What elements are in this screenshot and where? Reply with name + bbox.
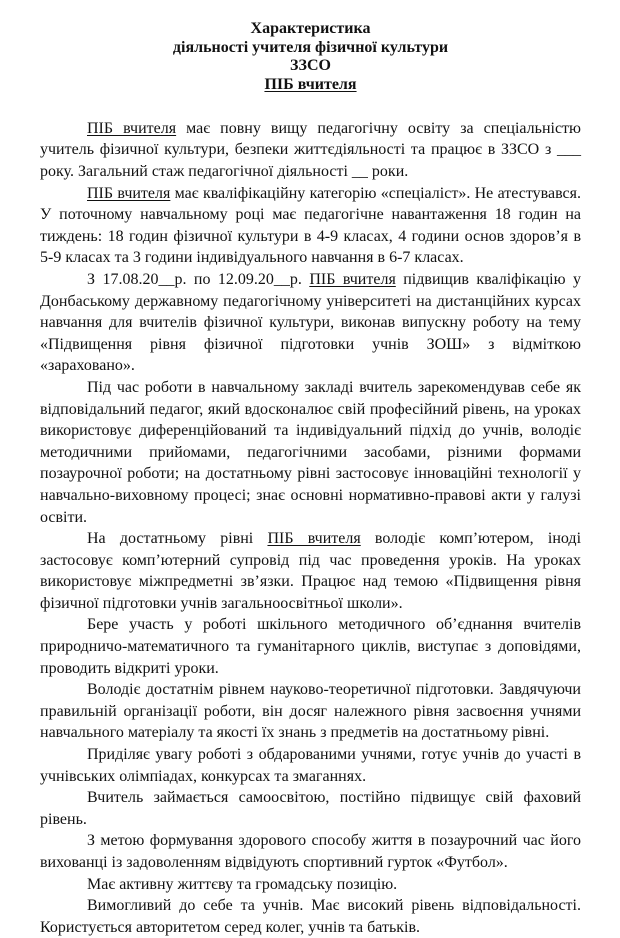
paragraph-category xyxy=(40,183,581,269)
paragraph-text: З метою формування здорового способу життя в позаурочний час його вихованці із задоволенням відвідують спортивний гурток «Футбол». xyxy=(40,832,581,871)
document-page xyxy=(40,20,581,938)
paragraph-text: підвищив кваліфікацію у Донбаському державному педагогічному університеті на дистанційних курсах навчання для вчителів фізичної культури, виконав випускну роботу на тему «Підвищення рівня фізичної підготовки учнів ЗОШ» з відміткою «зараховано». xyxy=(40,270,582,375)
title-teacher-name: ПІБ вчителя xyxy=(264,76,357,94)
paragraph-text: володіє комп’ютером, іноді застосовує комп’ютерний супровід під час проведення уроків. На уроках використовує міжпредметні зв’язки. Працює над темою «Підвищення рівня фізичної підготовки учнів загальноосвітньої школи». xyxy=(40,530,582,612)
paragraph-text: Під час роботи в навчальному закладі вчитель зарекомендував себе як відповідальний педагог, який вдосконалює свій професійний рівень, на уроках використовує диференційований та індивідуальний підхід до учнів, володіє методичними прийомами, педагогічними засобами, різними формами позаурочної роботи; на достатньому рівні застосовує інноваційні технології у навчально-виховному процесі; знає основні нормативно-правові акти у галузі освіти. xyxy=(40,378,581,526)
teacher-name: ПІБ вчителя xyxy=(87,184,171,202)
paragraph-qualification xyxy=(40,269,581,377)
paragraph-sport xyxy=(40,830,581,873)
paragraph-gifted xyxy=(40,744,581,787)
paragraph-authority xyxy=(40,895,581,938)
paragraph-text: має повну вищу педагогічну освіту за спеціальністю учитель фізичної культури, безпеки життєдіяльності та працює в ЗЗСО з ___ року. Загальний стаж педагогічної діяльності __ роки. xyxy=(40,119,582,180)
paragraph-education xyxy=(40,118,581,183)
paragraph-work xyxy=(40,377,581,528)
title-line-3: ЗЗСО xyxy=(290,57,331,75)
paragraph-self-education xyxy=(40,787,581,830)
paragraph-text: має кваліфікаційну категорію «спеціаліст». Не атестувався. У поточному навчальному році має педагогічне навантаження 18 годин на тиждень: 18 годин фізичної культури в 4-9 класах, 4 години основ здоров’я в 5-9 класах та 3 години індивідуального навчання в 6-7 класах. xyxy=(40,184,581,267)
teacher-name: ПІБ вчителя xyxy=(267,530,361,548)
paragraph-text: Приділяє увагу роботі з обдарованими учнями, готує учнів до участі в учнівських олімпіадах, конкурсах та змаганнях. xyxy=(40,746,581,785)
paragraph-text-before: З 17.08.20__р. по 12.09.20__р. xyxy=(87,270,310,288)
paragraph-text: Вимогливий до себе та учнів. Має високий рівень відповідальності. Користується авторитетом серед колег, учнів та батьків. xyxy=(40,897,581,936)
teacher-name: ПІБ вчителя xyxy=(87,119,177,137)
teacher-name: ПІБ вчителя xyxy=(309,270,396,288)
paragraph-text: Бере участь у роботі шкільного методичного об’єднання вчителів природничо-математичного та гуманітарного циклів, виступає з доповідями, проводить відкриті уроки. xyxy=(40,616,581,677)
title-line-1: Характеристика xyxy=(250,20,371,37)
document-body xyxy=(40,118,581,938)
paragraph-text-before: На достатньому рівні xyxy=(87,530,268,548)
paragraph-methodical xyxy=(40,614,581,679)
title-line-2: діяльності учителя фізичної культури xyxy=(172,38,449,56)
paragraph-text: Має активну життєву та громадську позицію. xyxy=(87,875,398,893)
paragraph-position xyxy=(40,874,581,896)
document-title xyxy=(40,20,581,95)
paragraph-computer xyxy=(40,528,581,614)
paragraph-text: Вчитель займається самоосвітою, постійно підвищує свій фаховий рівень. xyxy=(40,789,581,828)
paragraph-text: Володіє достатнім рівнем науково-теоретичної підготовки. Завдячуючи правильній організації роботи, він досяг належного рівня засвоєння учнями навчального матеріалу та якості їх знань з предметів на достатньому рівні. xyxy=(40,681,581,742)
paragraph-theory xyxy=(40,679,581,744)
